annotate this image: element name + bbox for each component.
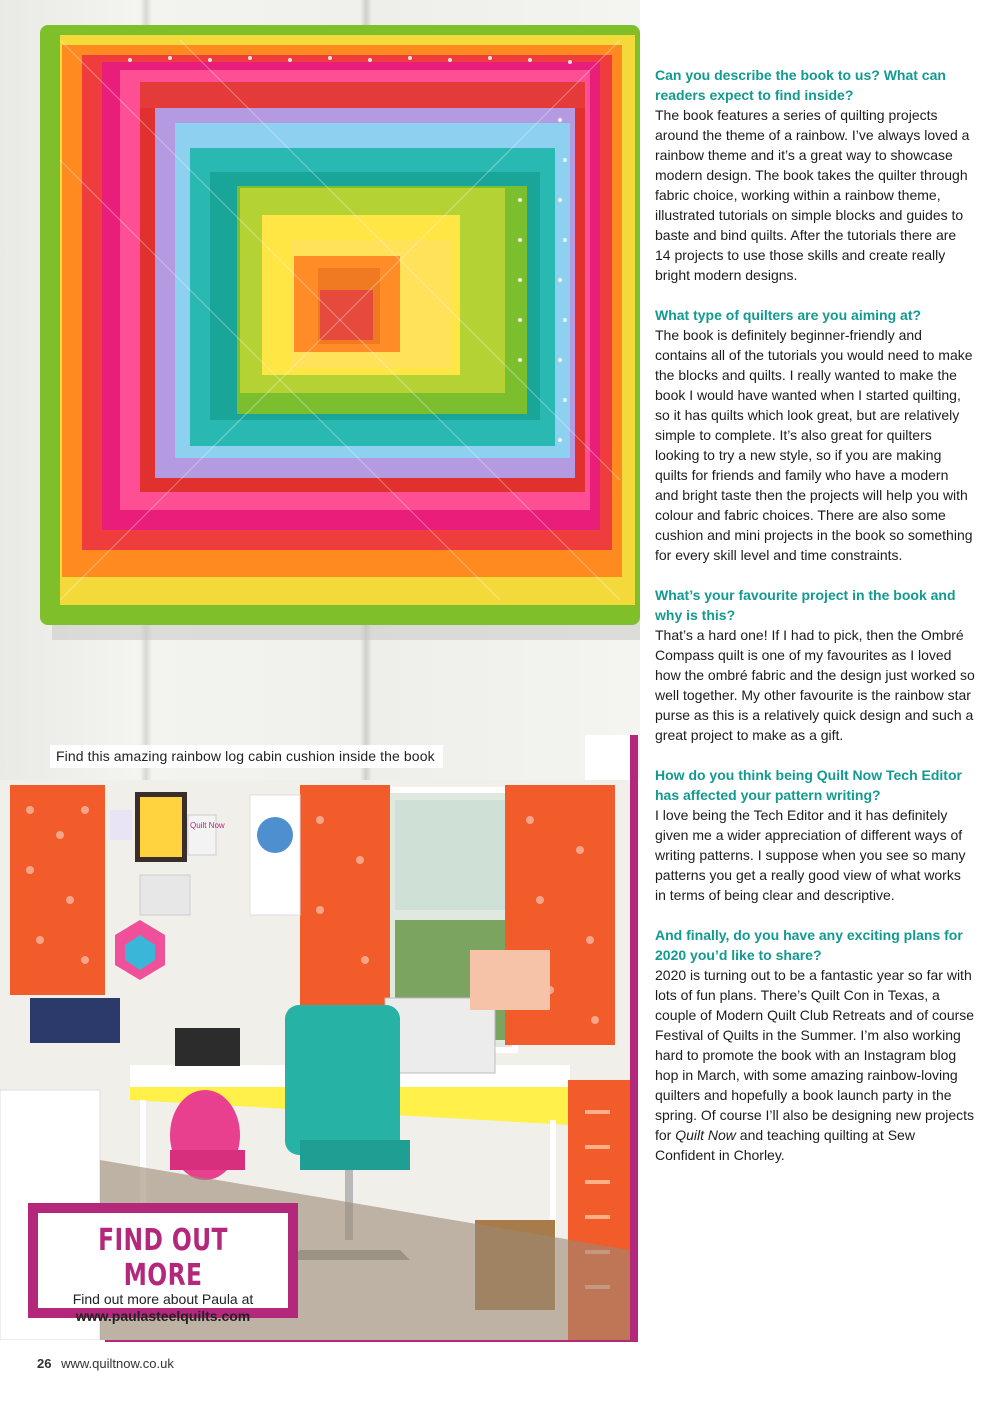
question-heading: Can you describe the book to us? What can readers expect to find inside? [655, 67, 946, 103]
question-heading: What’s your favourite project in the book and why is this? [655, 587, 956, 623]
question-heading: What type of quilters are you aiming at? [655, 307, 922, 323]
find-out-more-inner [38, 1213, 288, 1324]
photo-gap [585, 735, 630, 780]
answer-text: I love being the Tech Editor and it has definitely given me a wider appreciation of different ways of writing patterns. I suppose when you see so many patterns you get a really good view of what works in terms of being clear and descriptive. [655, 807, 966, 903]
find-out-more-text: Find out more about Paula at [72, 1291, 254, 1307]
answer-text: That’s a hard one! If I had to pick, then the Ombré Compass quilt is one of my favourites as I loved how the ombré fabric and the design just worked so well together. My other favourite is the rainbow star purse as this is a relatively quick design and such a great project to make as a gift. [655, 627, 975, 743]
question-heading: How do you think being Quilt Now Tech Editor has affected your pattern writing? [655, 767, 962, 803]
qa-section [655, 765, 975, 905]
rainbow-cushion-illustration [0, 0, 640, 780]
find-out-more-title: FIND OUT MORE [98, 1223, 228, 1293]
page-footer [37, 1356, 174, 1371]
page-number: 26 [37, 1356, 52, 1371]
answer-text: The book is definitely beginner-friendly and contains all of the tutorials you would need to make the blocks and quilts. I really wanted to make the book I would have wanted when I started quilting, so it has quilts which look great, but are relatively simple to complete. It’s also great for quilters looking to try a new style, so if you are making quilts for friends and family who have a modern and bright taste then the projects will help you with colour and fabric choices. There are also some cushion and mini projects in the book so something for every skill level and time constraints. [655, 327, 973, 563]
article-column [655, 65, 975, 1185]
cushion-photo [0, 0, 640, 780]
answer-text: The book features a series of quilting projects around the theme of a rainbow. I’ve always loved a rainbow theme and it’s a great way to showcase modern design. The book takes the quilter through fabric choice, working within a rainbow theme, illustrated tutorials on simple blocks and guides to baste and bind quilts. After the tutorials there are 14 projects to use those skills and create really bright modern designs. [655, 107, 970, 283]
magazine-label: Quilt Now [190, 821, 225, 830]
answer-text-part: 2020 is turning out to be a fantastic year so far with lots of fun plans. There’s Quilt Con in Texas, a couple of Modern Quilt Club Retreats and of course Festival of Quilts in the Summer. I’m also working hard to promote the book with an Instagram blog hop in March, with some amazing rainbow-loving quilters and hopefully a book launch party in the spring. Of course I’ll also be designing new projects for [655, 967, 975, 1143]
qa-section [655, 585, 975, 745]
find-out-more-link[interactable]: www.paulasteelquilts.com [75, 1308, 251, 1324]
qa-section [655, 925, 975, 1165]
question-heading: And finally, do you have any exciting plans for 2020 you’d like to share? [655, 927, 963, 963]
photo-caption: Find this amazing rainbow log cabin cushion inside the book [50, 745, 443, 768]
answer-text [655, 965, 975, 1165]
footer-website[interactable]: www.quiltnow.co.uk [61, 1356, 174, 1371]
qa-section [655, 305, 975, 565]
magazine-title: Quilt Now [675, 1127, 736, 1143]
find-out-more-box [28, 1203, 298, 1324]
photo-border-right [630, 735, 638, 1342]
qa-section [655, 65, 975, 285]
answer-text-part: and teaching quilting at Sew Confident in Chorley. [655, 1127, 915, 1163]
